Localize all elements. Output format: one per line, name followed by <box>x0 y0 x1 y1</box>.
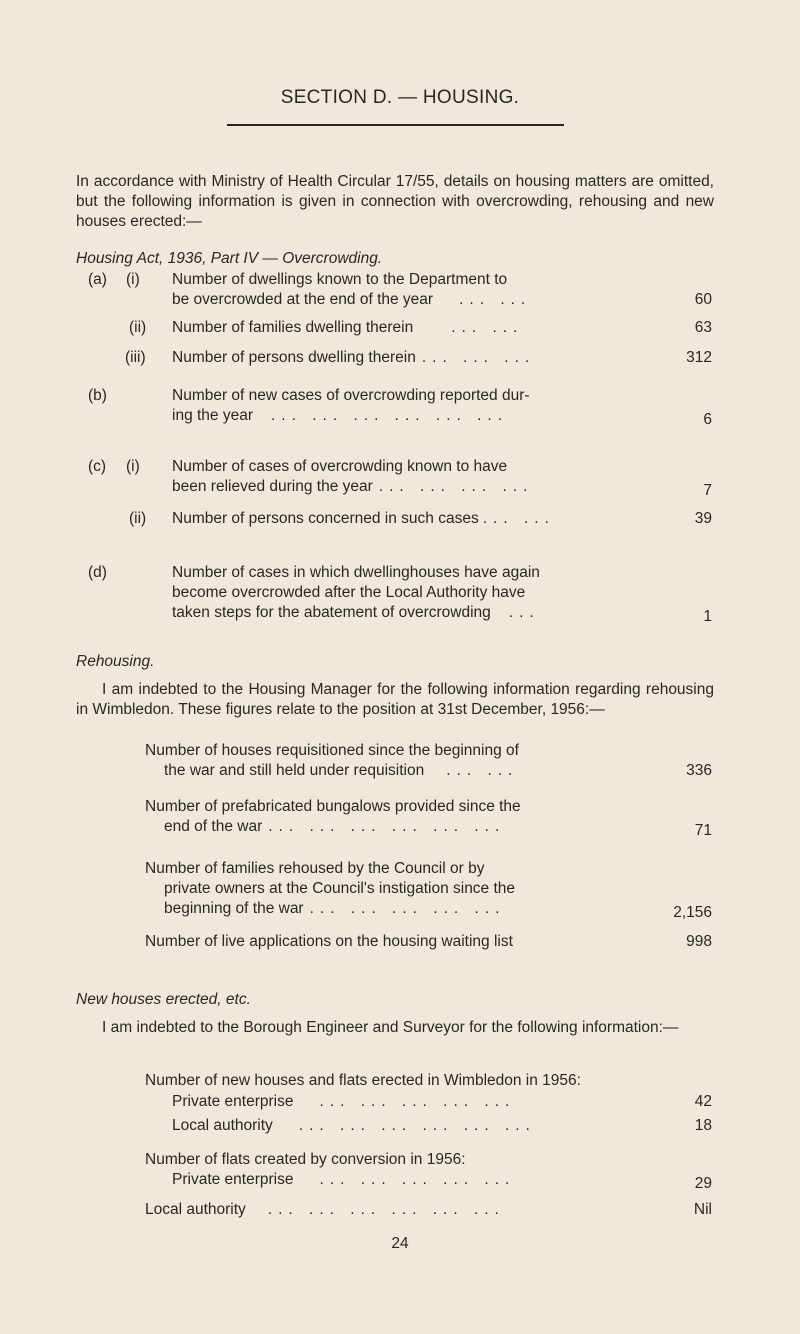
title-underline <box>227 124 564 126</box>
rehousing-paragraph: I am indebted to the Housing Manager for the following information regarding rehousing in Wimbledon. These figures relate to the position at 31st December, 1956:— <box>76 681 714 718</box>
leader-dots: ... ... <box>446 762 519 779</box>
item-text-line: ing the year <box>172 407 253 424</box>
item-sub-marker: (ii) <box>129 510 147 527</box>
leader-dots: ... ... ... <box>421 349 536 366</box>
item-text-line: Local authority <box>145 1201 246 1218</box>
item-text-line: Number of cases of overcrowding known to have <box>172 458 508 475</box>
item-value: 29 <box>694 1175 712 1192</box>
overcrowding-heading: Housing Act, 1936, Part IV — Overcrowding. <box>76 250 383 267</box>
item-text-line: become overcrowded after the Local Authority have <box>172 584 526 601</box>
item-text-line: beginning of the war <box>164 900 304 917</box>
rehousing-heading: Rehousing. <box>76 653 155 670</box>
item-text-line: Private enterprise <box>172 1093 294 1110</box>
item-value: 42 <box>694 1093 712 1110</box>
item-marker: (c) <box>88 458 107 475</box>
item-text-line: Number of dwellings known to the Department to <box>172 271 508 288</box>
item-text-line: Local authority <box>172 1117 273 1134</box>
item-sub-marker: (i) <box>126 458 140 475</box>
item-sub-marker: (i) <box>126 271 140 288</box>
item-text-line: the war and still held under requisition <box>164 762 425 779</box>
leader-dots: ... <box>508 604 540 621</box>
item-value: 336 <box>686 762 712 779</box>
item-value: 71 <box>694 822 712 839</box>
item-text-line: private owners at the Council's instigation since the <box>164 880 516 897</box>
leader-dots: ... ... ... ... ... <box>319 1093 516 1110</box>
item-value: 7 <box>703 482 712 499</box>
item-value: 18 <box>694 1117 712 1134</box>
leader-dots: ... ... ... ... ... ... <box>267 1201 505 1218</box>
item-text-line: taken steps for the abatement of overcrowding <box>172 604 491 621</box>
item-text-line: Number of live applications on the housing waiting list <box>145 933 513 950</box>
item-marker: (d) <box>88 564 107 581</box>
item-text-line: Number of houses requisitioned since the beginning of <box>145 742 519 759</box>
item-value: 6 <box>703 411 712 428</box>
new-houses-paragraph: I am indebted to the Borough Engineer and Surveyor for the following information:— <box>102 1019 679 1036</box>
item-text-line: Number of families rehoused by the Council or by <box>145 860 485 877</box>
item-value: 312 <box>686 349 712 366</box>
leader-dots: ... ... <box>451 319 524 336</box>
item-text-line: end of the war <box>164 818 263 835</box>
item-value: 1 <box>703 608 712 625</box>
item-marker: (a) <box>88 271 107 288</box>
leader-dots: ... ... ... ... ... <box>319 1171 516 1188</box>
item-marker: (b) <box>88 387 107 404</box>
leader-dots: ... ... ... ... ... ... <box>271 407 509 424</box>
new-houses-heading: New houses erected, etc. <box>76 991 251 1008</box>
item-sub-marker: (iii) <box>125 349 146 366</box>
item-sub-marker: (ii) <box>129 319 147 336</box>
item-text-line: Number of families dwelling therein <box>172 319 414 336</box>
item-value: 39 <box>694 510 712 527</box>
page-number: 24 <box>391 1235 409 1252</box>
item-text-line: Number of new cases of overcrowding reported dur- <box>172 387 530 404</box>
item-value: Nil <box>693 1201 712 1218</box>
section-title: SECTION D. — HOUSING. <box>280 87 520 108</box>
group-title: Number of flats created by conversion in 1956: <box>145 1151 466 1168</box>
item-value: 998 <box>686 933 712 950</box>
item-text-line: Number of persons dwelling therein <box>172 349 416 366</box>
leader-dots: ... ... ... ... ... <box>309 900 506 917</box>
leader-dots: ... ... <box>482 510 555 527</box>
item-text-line: be overcrowded at the end of the year <box>172 291 434 308</box>
leader-dots: ... ... ... ... <box>378 478 534 495</box>
item-value: 2,156 <box>673 904 712 921</box>
item-value: 63 <box>694 319 712 336</box>
group-title: Number of new houses and flats erected in Wimbledon in 1956: <box>145 1072 581 1089</box>
item-text-line: Private enterprise <box>172 1171 294 1188</box>
leader-dots: ... ... ... ... ... ... <box>298 1117 536 1134</box>
leader-dots: ... ... ... ... ... ... <box>268 818 506 835</box>
intro-paragraph: In accordance with Ministry of Health Circular 17/55, details on housing matters are omitted, but the following information is given in connection with overcrowding, rehousing and new houses erected:— <box>76 173 714 230</box>
item-text-line: been relieved during the year <box>172 478 373 495</box>
leader-dots: ... ... <box>459 291 532 308</box>
item-text-line: Number of cases in which dwellinghouses have again <box>172 564 540 581</box>
item-text-line: Number of prefabricated bungalows provided since the <box>145 798 521 815</box>
item-text-line: Number of persons concerned in such cases <box>172 510 479 527</box>
item-value: 60 <box>694 291 712 308</box>
